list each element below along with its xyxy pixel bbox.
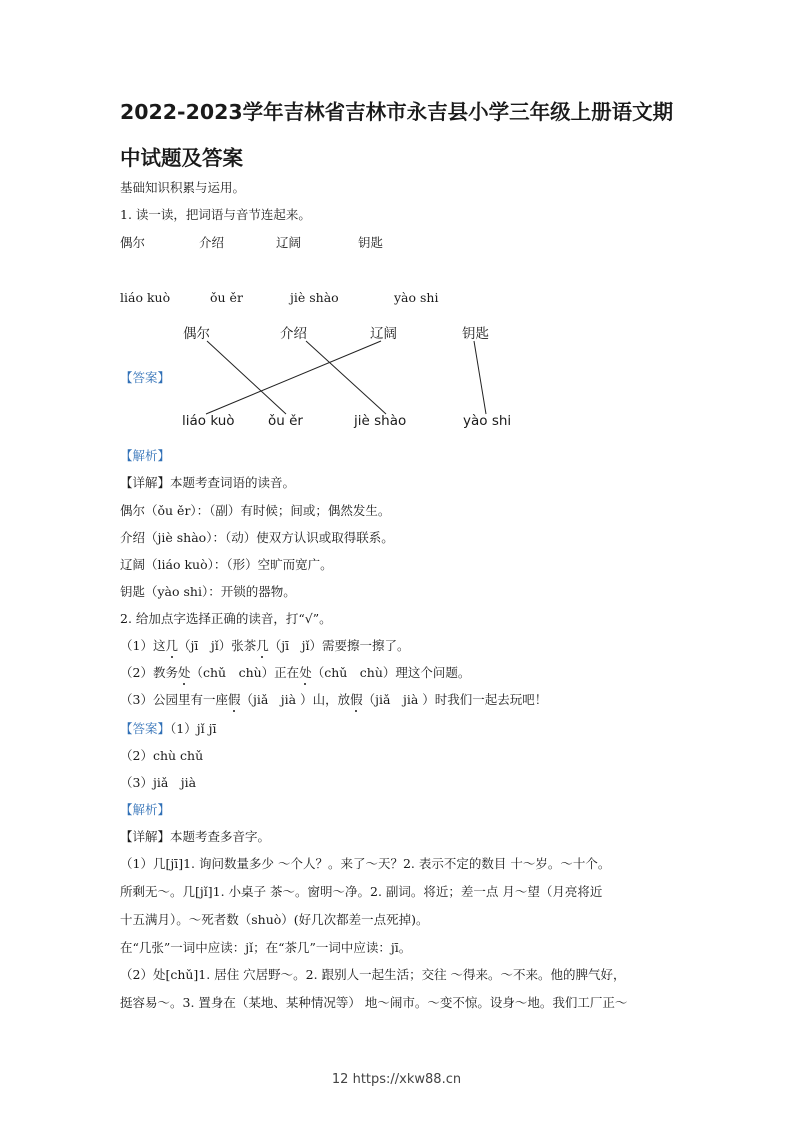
q1-pinyin: jiè shào — [290, 290, 339, 305]
diagram-word: 辽阔 — [370, 326, 397, 342]
diagram-pinyin: yào shi — [463, 413, 512, 429]
q2-explain-line: 所剩无～。几[jǐ]1. 小桌子 茶～。窗明～净。2. 副词。将近；差一点 月～望（月亮将近 — [120, 884, 603, 899]
q2-stem: 2. 给加点字选择正确的读音，打“√”。 — [120, 611, 332, 626]
q2-item-text: （1）这 — [120, 638, 166, 653]
q1-pinyin: liáo kuò — [120, 290, 171, 305]
q2-explain-line: （1）几[jī]1. 询问数量多少 ～个人？。来了～天？2. 表示不定的数目 十～岁。～十个。 — [120, 856, 611, 871]
q2-item-text: （2）教务 — [120, 665, 178, 680]
dotted-char: 处 — [299, 665, 312, 680]
page-footer: 12 https://xkw88.cn — [331, 1072, 462, 1087]
q1-explain-line: 偶尔（ǒu ěr）：（副）有时候；间或；偶然发生。 — [120, 503, 391, 518]
match-line — [207, 341, 286, 414]
q2-detail: 【详解】本题考查多音字。 — [120, 829, 271, 844]
match-line — [474, 341, 486, 414]
match-line — [306, 341, 386, 414]
q2-explain-line: 在“几张”一词中应读：jǐ；在“茶几”一词中应读：jī。 — [120, 940, 412, 955]
q1-word: 偶尔 — [120, 235, 146, 250]
q2-explain-line: （2）处[chǔ]1. 居住 穴居野～。2. 跟别人一起生活；交往 ～得来。～不来。他的脾气好， — [120, 967, 626, 982]
q1-explain-line: 介绍（jiè shào）：（动）使双方认识或取得联系。 — [120, 530, 394, 545]
q2-item-text: （jiǎ jià ）山，放 — [240, 692, 351, 707]
diagram-pinyin: jiè shào — [354, 413, 407, 429]
diagram-word: 钥匙 — [462, 326, 489, 342]
q1-explain-line: 辽阔（liáo kuò）：（形）空旷而宽广。 — [120, 557, 333, 572]
dotted-char: 处 — [177, 665, 191, 680]
diagram-word: 介绍 — [280, 326, 307, 342]
q1-stem: 1. 读一读，把词语与音节连起来。 — [120, 207, 311, 222]
dotted-char: 假 — [350, 692, 363, 707]
q2-answer-line: （1）jǐ jī — [170, 721, 217, 736]
q2-answer-line: （3）jiǎ jià — [120, 775, 197, 790]
q1-word: 辽阔 — [276, 235, 302, 250]
dotted-char: 几 — [256, 638, 269, 653]
dotted-char: 假 — [227, 692, 241, 707]
q2-item-text: （jī jǐ）张茶 — [177, 638, 257, 653]
page-title-line-2: 中试题及答案 — [120, 146, 243, 170]
q2-item — [120, 692, 547, 708]
q1-explain-line: 钥匙（yào shi）：开锁的器物。 — [120, 584, 296, 599]
diagram-word: 偶尔 — [183, 326, 210, 342]
q1-word: 介绍 — [199, 235, 225, 250]
q1-analysis-tag: 【解析】 — [120, 448, 171, 463]
q2-item-text: （chǔ chù）理这个问题。 — [311, 665, 471, 680]
diagram-pinyin: ǒu ěr — [268, 413, 303, 429]
q2-answer-line: （2）chù chǔ — [120, 748, 204, 763]
q1-pinyin: ǒu ěr — [210, 290, 243, 305]
dotted-char: 几 — [165, 638, 178, 653]
q2-item — [120, 638, 409, 654]
q2-answer-tag: 【答案】 — [120, 721, 171, 736]
q1-detail: 【详解】本题考查词语的读音。 — [120, 475, 296, 490]
q2-item-text: （chǔ chù）正在 — [190, 665, 300, 680]
page-title-line-1: 2022-2023学年吉林省吉林市永吉县小学三年级上册语文期 — [120, 100, 674, 124]
q1-answer-tag: 【答案】 — [120, 370, 171, 385]
q2-explain-line: 挺容易～。3. 置身在（某地、某种情况等） 地～闹市。～变不惊。设身～地。我们工厂正～ — [120, 995, 628, 1010]
match-line — [206, 341, 381, 414]
q1-word: 钥匙 — [358, 235, 384, 250]
q2-item-text: （jī jǐ）需要擦一擦了。 — [268, 638, 410, 653]
diagram-pinyin: liáo kuò — [182, 413, 235, 429]
q1-pinyin: yào shi — [394, 290, 439, 305]
q2-explain-line: 十五满月）。～死者数（shuò）(好几次都差一点死掉)。 — [120, 912, 429, 927]
section-heading: 基础知识积累与运用。 — [120, 180, 246, 195]
q2-item-text: （jiǎ jià ）时我们一起去玩吧！ — [362, 692, 548, 707]
q2-analysis-tag: 【解析】 — [120, 802, 171, 817]
q2-item-text: （3）公园里有一座 — [120, 692, 228, 707]
q2-item — [120, 665, 470, 681]
q2-answer — [120, 721, 216, 737]
